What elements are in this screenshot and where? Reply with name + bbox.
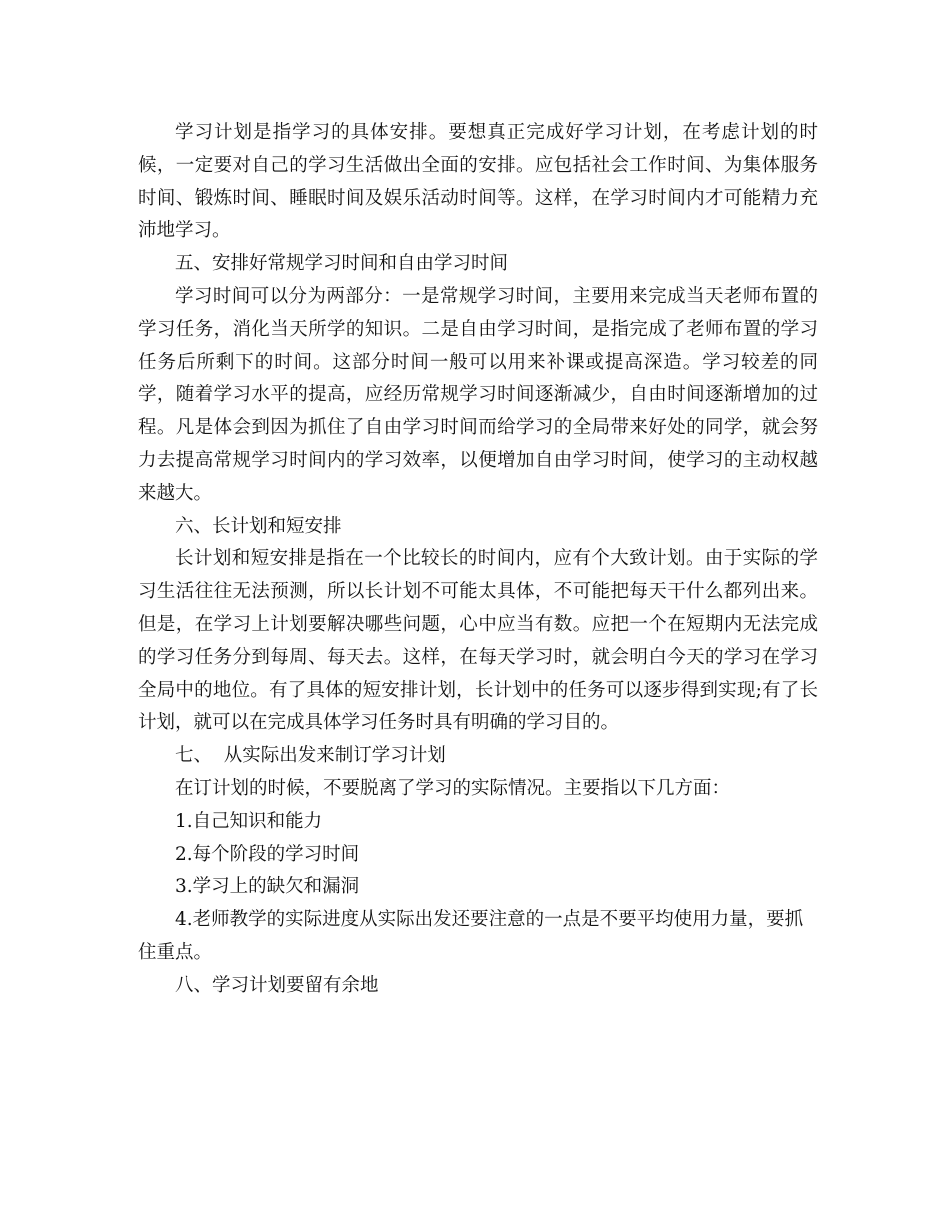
list-item-4: 4.老师教学的实际进度从实际出发还要注意的一点是不要平均使用力量，要抓住重点。 bbox=[138, 909, 804, 963]
section-heading-8: 八、学习计划要留有余地 bbox=[175, 974, 379, 996]
document-body bbox=[138, 117, 818, 1003]
body-paragraph-section-5: 学习时间可以分为两部分：一是常规学习时间，主要用来完成当天老师布置的学习任务，消化当天所学的知识。二是自由学习时间，是指完成了老师布置的学习任务后所剩下的时间。这部分时间一般可以用来补课或提高深造。学习较差的同学，随着学习水平的提高，应经历常规学习时间逐渐减少，自由时间逐渐增加的过程。凡是体会到因为抓住了自由学习时间而给学习的全局带来好处的同学，就会努力去提高常规学习时间内的学习效率，以便增加自由学习时间，使学习的主动权越来越大。 bbox=[138, 285, 818, 504]
list-item-3: 3.学习上的缺欠和漏洞 bbox=[175, 876, 360, 898]
list-item-2: 2.每个阶段的学习时间 bbox=[175, 843, 360, 865]
list-item-1: 1.自己知识和能力 bbox=[175, 810, 323, 832]
body-paragraph-section-6: 长计划和短安排是指在一个比较长的时间内，应有个大致计划。由于实际的学习生活往往无法预测，所以长计划不可能太具体，不可能把每天干什么都列出来。但是，在学习上计划要解决哪些问题，心中应当有数。应把一个在短期内无法完成的学习任务分到每周、每天去。这样，在每天学习时，就会明白今天的学习在学习全局中的地位。有了具体的短安排计划，长计划中的任务可以逐步得到实现;有了长计划，就可以在完成具体学习任务时具有明确的学习目的。 bbox=[138, 548, 818, 734]
body-paragraph-intro: 学习计划是指学习的具体安排。要想真正完成好学习计划，在考虑计划的时候，一定要对自己的学习生活做出全面的安排。应包括社会工作时间、为集体服务时间、锻炼时间、睡眠时间及娱乐活动时间等。这样，在学习时间内才可能精力充沛地学习。 bbox=[138, 122, 818, 242]
section-heading-5: 五、安排好常规学习时间和自由学习时间 bbox=[175, 253, 509, 275]
body-paragraph-section-7: 在订计划的时候，不要脱离了学习的实际情况。主要指以下几方面： bbox=[175, 777, 731, 799]
section-heading-7: 七、 从实际出发来制订学习计划 bbox=[175, 745, 446, 767]
section-heading-6: 六、长计划和短安排 bbox=[175, 515, 342, 537]
